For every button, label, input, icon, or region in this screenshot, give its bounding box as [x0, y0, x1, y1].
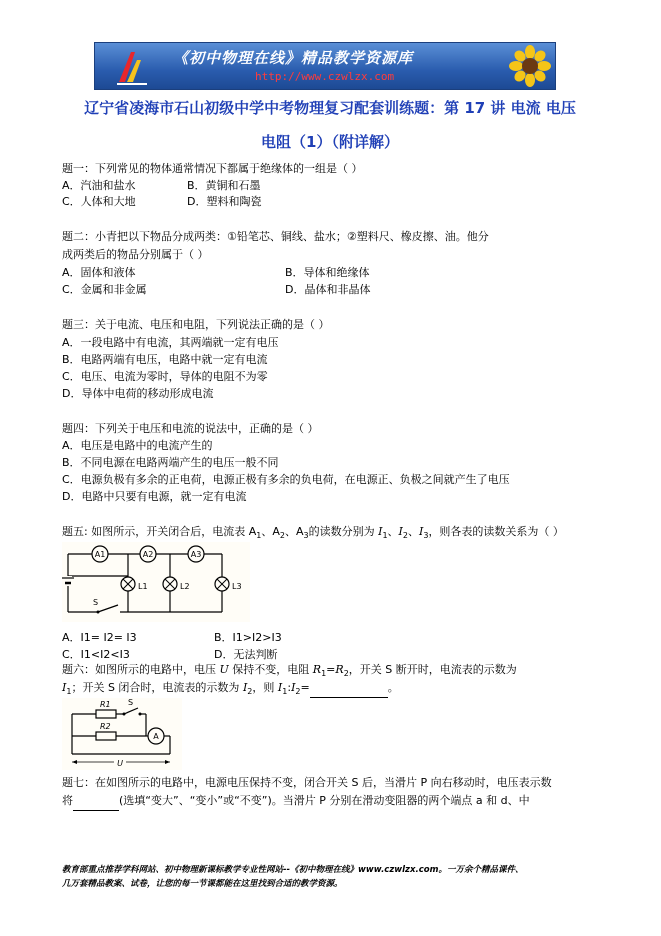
q4-stem: 题四：下列关于电压和电流的说法中，正确的是（ ）	[62, 422, 319, 435]
svg-text:R2: R2	[100, 722, 111, 731]
q2-stem-line1: 题二：小青把以下物品分成两类：①铅笔芯、铜线、盐水；②塑料尺、橡皮擦、油。他分	[62, 230, 489, 243]
footer-line1: 教育部重点推荐学科网站、初中物理新课标教学专业性网站--《初中物理在线》www.czwlzx.com。一万余个精品课件、	[62, 865, 524, 875]
svg-text:S: S	[93, 598, 99, 607]
q3-stem: 题三：关于电流、电压和电阻，下列说法正确的是（ ）	[62, 318, 330, 331]
svg-text:A3: A3	[190, 550, 202, 559]
footer-line2: 几万套精品教案、试卷，让您的每一节课都能在这里找到合适的教学资源。	[62, 879, 343, 889]
ammeter-a3-icon	[188, 546, 204, 562]
svg-text:A: A	[153, 732, 159, 741]
doc-title-line1: 辽宁省凌海市石山初级中学中考物理复习配套训练题：第 17 讲 电流 电压	[84, 99, 576, 117]
q1-option-b: B．黄铜和石墨	[187, 179, 261, 192]
svg-text:A2: A2	[142, 550, 154, 559]
q7-answer-blank[interactable]	[73, 792, 119, 811]
q5-option-a: A．I1= I2= I3	[62, 631, 137, 644]
q2-option-d: D．晶体和非晶体	[285, 283, 371, 296]
q2-stem-line2: 成两类后的物品分别属于（ ）	[62, 248, 209, 261]
q5-option-b: B．I1>I2>I3	[214, 631, 282, 644]
ammeter-a1-icon	[92, 546, 108, 562]
q4-option-a: A．电压是电路中的电流产生的	[62, 439, 213, 452]
q6-circuit-diagram	[62, 698, 182, 770]
q5-option-c: C．I1<I2<I3	[62, 648, 130, 661]
q1-option-d: D．塑料和陶瓷	[187, 195, 262, 208]
q4-option-d: D．电路中只要有电源，就一定有电流	[62, 490, 247, 503]
q4-option-b: B．不同电源在电路两端产生的电压一般不同	[62, 456, 279, 469]
q3-option-a: A．一段电路中有电流，其两端就一定有电压	[62, 336, 279, 349]
svg-text:L3: L3	[232, 582, 242, 591]
svg-text:S: S	[128, 698, 134, 707]
ammeter-icon	[148, 728, 164, 744]
sunflower-icon	[509, 45, 551, 87]
q3-option-d: D．导体中电荷的移动形成电流	[62, 387, 214, 400]
q2-option-a: A．固体和液体	[62, 266, 136, 279]
q2-option-b: B．导体和绝缘体	[285, 266, 370, 279]
banner-url[interactable]: http://www.czwlzx.com	[255, 70, 395, 83]
q6-answer-blank[interactable]	[310, 679, 388, 698]
svg-text:L2: L2	[180, 582, 190, 591]
q5-option-d: D．无法判断	[214, 648, 278, 661]
doc-title-line2: 电阻（1）（附详解）	[261, 133, 399, 151]
svg-text:R1: R1	[100, 700, 111, 709]
q6-stem-line1: 题六：如图所示的电路中，电压 U 保持不变，电阻 $R_1=R_2$，开关 S 断开时，电流表的示数为	[62, 663, 517, 679]
q1-stem: 题一：下列常见的物体通常情况下都属于绝缘体的一组是（ ）	[62, 162, 363, 175]
q1-option-c: C．人体和大地	[62, 195, 136, 208]
q6-stem-line2: $I_1$；开关 S 闭合时，电流表的示数为 $I_2$，则 $I_1:I_2=$ 。	[62, 681, 399, 697]
q7-stem-line2: 将 (选填“变大”、“变小”或“不变”)。当滑片 P 分别在滑动变阻器的两个端点 a 和 d、中	[62, 792, 530, 811]
q2-option-c: C．金属和非金属	[62, 283, 147, 296]
q4-option-c: C．电源负极有多余的正电荷，电源正极有多余的负电荷，在电源正、负极之间就产生了电压	[62, 473, 510, 486]
svg-text:A1: A1	[94, 550, 106, 559]
header-banner	[94, 42, 556, 90]
q5-stem: 题五: 如图所示，开关闭合后，电流表 $A_1$、$A_2$、$A_3$的读数分别为 $I_1$、$I_2$、$I_3$，则各表的读数关系为（ ）	[62, 525, 564, 541]
q7-stem-line1: 题七：在如图所示的电路中，电源电压保持不变，闭合开关 S 后，当滑片 P 向右移动时，电压表示数	[62, 776, 552, 789]
q3-option-c: C．电压、电流为零时，导体的电阻不为零	[62, 370, 268, 383]
q5-circuit-diagram	[62, 542, 250, 622]
q1-option-a: A．汽油和盐水	[62, 179, 136, 192]
q3-option-b: B．电路两端有电压，电路中就一定有电流	[62, 353, 268, 366]
ammeter-a2-icon	[140, 546, 156, 562]
svg-text:U: U	[117, 759, 123, 768]
svg-text:L1: L1	[138, 582, 148, 591]
logo-icon	[115, 48, 149, 86]
banner-title: 《初中物理在线》精品教学资源库	[173, 49, 414, 67]
